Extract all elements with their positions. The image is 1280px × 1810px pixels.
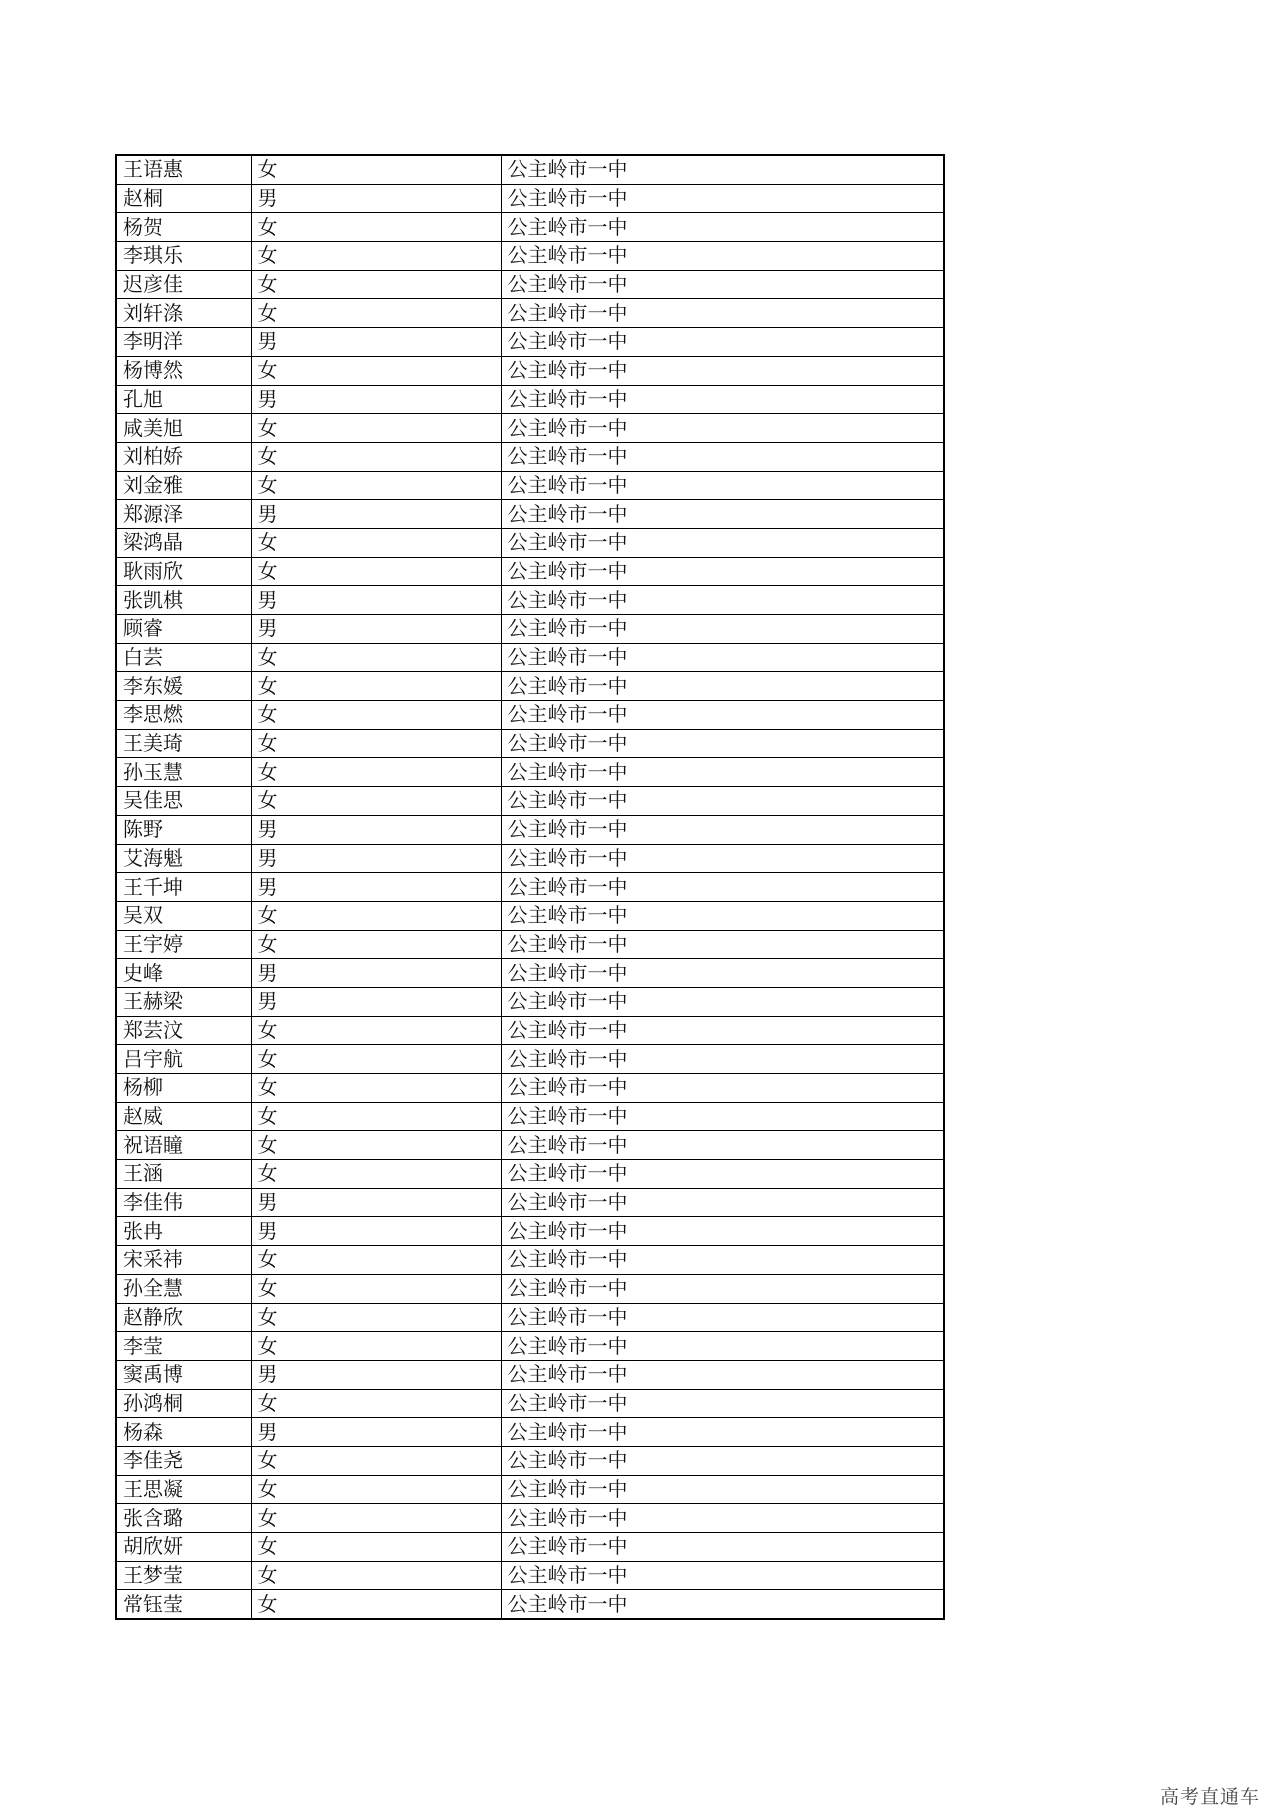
student-name-cell: 顾睿: [116, 615, 251, 644]
school-cell: 公主岭市一中: [501, 701, 944, 730]
gender-cell: 男: [251, 1360, 501, 1389]
student-name-cell: 王赫梁: [116, 987, 251, 1016]
school-cell: 公主岭市一中: [501, 1160, 944, 1189]
gender-cell: 女: [251, 672, 501, 701]
gender-cell: 女: [251, 442, 501, 471]
student-name-cell: 孔旭: [116, 385, 251, 414]
student-name-cell: 王语惠: [116, 155, 251, 184]
student-name-cell: 王宇婷: [116, 930, 251, 959]
table-row: [116, 959, 944, 988]
school-cell: 公主岭市一中: [501, 844, 944, 873]
student-name-cell: 王千坤: [116, 873, 251, 902]
table-row: [116, 1561, 944, 1590]
gender-cell: 男: [251, 184, 501, 213]
student-name-cell: 刘金雅: [116, 471, 251, 500]
table-row: [116, 615, 944, 644]
table-row: [116, 1246, 944, 1275]
gender-cell: 女: [251, 356, 501, 385]
table-row: [116, 500, 944, 529]
gender-cell: 女: [251, 1102, 501, 1131]
gender-cell: 男: [251, 1188, 501, 1217]
table-row: [116, 643, 944, 672]
gender-cell: 女: [251, 729, 501, 758]
student-name-cell: 赵桐: [116, 184, 251, 213]
table-row: [116, 184, 944, 213]
table-row: [116, 930, 944, 959]
school-cell: 公主岭市一中: [501, 1533, 944, 1562]
student-name-cell: 李明洋: [116, 328, 251, 357]
school-cell: 公主岭市一中: [501, 901, 944, 930]
student-name-cell: 李莹: [116, 1332, 251, 1361]
table-row: [116, 471, 944, 500]
table-row: [116, 155, 944, 184]
school-cell: 公主岭市一中: [501, 471, 944, 500]
student-name-cell: 白芸: [116, 643, 251, 672]
gender-cell: 女: [251, 528, 501, 557]
table-row: [116, 1217, 944, 1246]
table-row: [116, 1360, 944, 1389]
student-name-cell: 杨博然: [116, 356, 251, 385]
table-row: [116, 385, 944, 414]
school-cell: 公主岭市一中: [501, 643, 944, 672]
table-row: [116, 1303, 944, 1332]
student-name-cell: 迟彦佳: [116, 270, 251, 299]
gender-cell: 女: [251, 1303, 501, 1332]
school-cell: 公主岭市一中: [501, 1102, 944, 1131]
table-row: [116, 1131, 944, 1160]
table-row: [116, 1160, 944, 1189]
gender-cell: 女: [251, 1074, 501, 1103]
school-cell: 公主岭市一中: [501, 787, 944, 816]
gender-cell: 女: [251, 643, 501, 672]
gender-cell: 女: [251, 701, 501, 730]
student-name-cell: 宋采祎: [116, 1246, 251, 1275]
table-row: [116, 987, 944, 1016]
student-name-cell: 王思凝: [116, 1475, 251, 1504]
student-roster-table: [115, 154, 945, 1620]
school-cell: 公主岭市一中: [501, 1188, 944, 1217]
school-cell: 公主岭市一中: [501, 815, 944, 844]
school-cell: 公主岭市一中: [501, 1217, 944, 1246]
student-name-cell: 梁鸿晶: [116, 528, 251, 557]
student-name-cell: 郑源泽: [116, 500, 251, 529]
student-name-cell: 王梦莹: [116, 1561, 251, 1590]
student-name-cell: 孙全慧: [116, 1274, 251, 1303]
school-cell: 公主岭市一中: [501, 987, 944, 1016]
student-name-cell: 常钰莹: [116, 1590, 251, 1619]
table-row: [116, 414, 944, 443]
student-name-cell: 祝语瞳: [116, 1131, 251, 1160]
table-row: [116, 758, 944, 787]
school-cell: 公主岭市一中: [501, 1561, 944, 1590]
table-row: [116, 1475, 944, 1504]
table-row: [116, 1504, 944, 1533]
student-name-cell: 李佳尧: [116, 1446, 251, 1475]
table-row: [116, 1418, 944, 1447]
student-name-cell: 刘柏娇: [116, 442, 251, 471]
student-name-cell: 史峰: [116, 959, 251, 988]
student-name-cell: 孙鸿桐: [116, 1389, 251, 1418]
student-name-cell: 窦禹博: [116, 1360, 251, 1389]
gender-cell: 女: [251, 155, 501, 184]
school-cell: 公主岭市一中: [501, 615, 944, 644]
table-row: [116, 1045, 944, 1074]
student-name-cell: 孙玉慧: [116, 758, 251, 787]
watermark-text: 高考直通车: [1159, 1786, 1260, 1808]
gender-cell: 女: [251, 901, 501, 930]
gender-cell: 女: [251, 270, 501, 299]
school-cell: 公主岭市一中: [501, 1274, 944, 1303]
table-row: [116, 1332, 944, 1361]
school-cell: 公主岭市一中: [501, 184, 944, 213]
school-cell: 公主岭市一中: [501, 1016, 944, 1045]
gender-cell: 女: [251, 213, 501, 242]
roster-body: [116, 155, 944, 1619]
gender-cell: 女: [251, 1389, 501, 1418]
school-cell: 公主岭市一中: [501, 1246, 944, 1275]
student-name-cell: 艾海魁: [116, 844, 251, 873]
school-cell: 公主岭市一中: [501, 1389, 944, 1418]
student-name-cell: 吕宇航: [116, 1045, 251, 1074]
gender-cell: 男: [251, 586, 501, 615]
gender-cell: 女: [251, 414, 501, 443]
table-row: [116, 213, 944, 242]
school-cell: 公主岭市一中: [501, 414, 944, 443]
table-row: [116, 1102, 944, 1131]
student-name-cell: 王涵: [116, 1160, 251, 1189]
gender-cell: 男: [251, 1217, 501, 1246]
student-name-cell: 杨贺: [116, 213, 251, 242]
table-row: [116, 528, 944, 557]
gender-cell: 男: [251, 1418, 501, 1447]
gender-cell: 男: [251, 328, 501, 357]
school-cell: 公主岭市一中: [501, 1446, 944, 1475]
student-name-cell: 胡欣妍: [116, 1533, 251, 1562]
school-cell: 公主岭市一中: [501, 385, 944, 414]
school-cell: 公主岭市一中: [501, 500, 944, 529]
student-name-cell: 李思燃: [116, 701, 251, 730]
school-cell: 公主岭市一中: [501, 356, 944, 385]
student-name-cell: 王美琦: [116, 729, 251, 758]
gender-cell: 女: [251, 299, 501, 328]
student-name-cell: 吴双: [116, 901, 251, 930]
school-cell: 公主岭市一中: [501, 242, 944, 271]
student-name-cell: 耿雨欣: [116, 557, 251, 586]
table-row: [116, 729, 944, 758]
student-name-cell: 吴佳思: [116, 787, 251, 816]
gender-cell: 男: [251, 500, 501, 529]
gender-cell: 女: [251, 1475, 501, 1504]
gender-cell: 女: [251, 1590, 501, 1619]
school-cell: 公主岭市一中: [501, 328, 944, 357]
school-cell: 公主岭市一中: [501, 586, 944, 615]
table-row: [116, 787, 944, 816]
gender-cell: 女: [251, 242, 501, 271]
table-row: [116, 1074, 944, 1103]
table-row: [116, 1274, 944, 1303]
gender-cell: 女: [251, 1246, 501, 1275]
student-name-cell: 赵威: [116, 1102, 251, 1131]
table-row: [116, 586, 944, 615]
school-cell: 公主岭市一中: [501, 1303, 944, 1332]
table-row: [116, 1188, 944, 1217]
student-name-cell: 赵静欣: [116, 1303, 251, 1332]
table-row: [116, 844, 944, 873]
gender-cell: 女: [251, 1131, 501, 1160]
school-cell: 公主岭市一中: [501, 758, 944, 787]
table-row: [116, 815, 944, 844]
table-row: [116, 242, 944, 271]
table-row: [116, 270, 944, 299]
student-name-cell: 刘轩涤: [116, 299, 251, 328]
student-name-cell: 郑芸汶: [116, 1016, 251, 1045]
school-cell: 公主岭市一中: [501, 557, 944, 586]
table-row: [116, 1446, 944, 1475]
gender-cell: 女: [251, 471, 501, 500]
school-cell: 公主岭市一中: [501, 1504, 944, 1533]
school-cell: 公主岭市一中: [501, 729, 944, 758]
student-name-cell: 咸美旭: [116, 414, 251, 443]
gender-cell: 女: [251, 1446, 501, 1475]
gender-cell: 女: [251, 787, 501, 816]
school-cell: 公主岭市一中: [501, 1131, 944, 1160]
table-row: [116, 442, 944, 471]
gender-cell: 女: [251, 758, 501, 787]
gender-cell: 男: [251, 815, 501, 844]
school-cell: 公主岭市一中: [501, 270, 944, 299]
table-row: [116, 328, 944, 357]
school-cell: 公主岭市一中: [501, 299, 944, 328]
school-cell: 公主岭市一中: [501, 442, 944, 471]
table-row: [116, 557, 944, 586]
school-cell: 公主岭市一中: [501, 155, 944, 184]
student-name-cell: 陈野: [116, 815, 251, 844]
student-name-cell: 张凯棋: [116, 586, 251, 615]
table-row: [116, 873, 944, 902]
gender-cell: 男: [251, 615, 501, 644]
table-row: [116, 1389, 944, 1418]
gender-cell: 女: [251, 1045, 501, 1074]
school-cell: 公主岭市一中: [501, 1360, 944, 1389]
school-cell: 公主岭市一中: [501, 1590, 944, 1619]
gender-cell: 男: [251, 385, 501, 414]
gender-cell: 女: [251, 1332, 501, 1361]
school-cell: 公主岭市一中: [501, 930, 944, 959]
student-name-cell: 张冉: [116, 1217, 251, 1246]
gender-cell: 男: [251, 959, 501, 988]
table-row: [116, 356, 944, 385]
school-cell: 公主岭市一中: [501, 1074, 944, 1103]
table-row: [116, 299, 944, 328]
school-cell: 公主岭市一中: [501, 1332, 944, 1361]
student-name-cell: 杨森: [116, 1418, 251, 1447]
gender-cell: 女: [251, 1504, 501, 1533]
student-name-cell: 李佳伟: [116, 1188, 251, 1217]
school-cell: 公主岭市一中: [501, 528, 944, 557]
table-row: [116, 1533, 944, 1562]
school-cell: 公主岭市一中: [501, 672, 944, 701]
gender-cell: 女: [251, 1160, 501, 1189]
gender-cell: 女: [251, 557, 501, 586]
school-cell: 公主岭市一中: [501, 959, 944, 988]
school-cell: 公主岭市一中: [501, 1475, 944, 1504]
gender-cell: 女: [251, 1561, 501, 1590]
gender-cell: 男: [251, 987, 501, 1016]
gender-cell: 女: [251, 1274, 501, 1303]
school-cell: 公主岭市一中: [501, 873, 944, 902]
table-row: [116, 701, 944, 730]
gender-cell: 男: [251, 873, 501, 902]
table-row: [116, 672, 944, 701]
gender-cell: 女: [251, 1533, 501, 1562]
gender-cell: 男: [251, 844, 501, 873]
student-name-cell: 杨柳: [116, 1074, 251, 1103]
table-row: [116, 901, 944, 930]
student-name-cell: 李东媛: [116, 672, 251, 701]
student-name-cell: 李琪乐: [116, 242, 251, 271]
school-cell: 公主岭市一中: [501, 1418, 944, 1447]
school-cell: 公主岭市一中: [501, 213, 944, 242]
gender-cell: 女: [251, 930, 501, 959]
table-row: [116, 1590, 944, 1619]
table-row: [116, 1016, 944, 1045]
gender-cell: 女: [251, 1016, 501, 1045]
student-name-cell: 张含璐: [116, 1504, 251, 1533]
school-cell: 公主岭市一中: [501, 1045, 944, 1074]
